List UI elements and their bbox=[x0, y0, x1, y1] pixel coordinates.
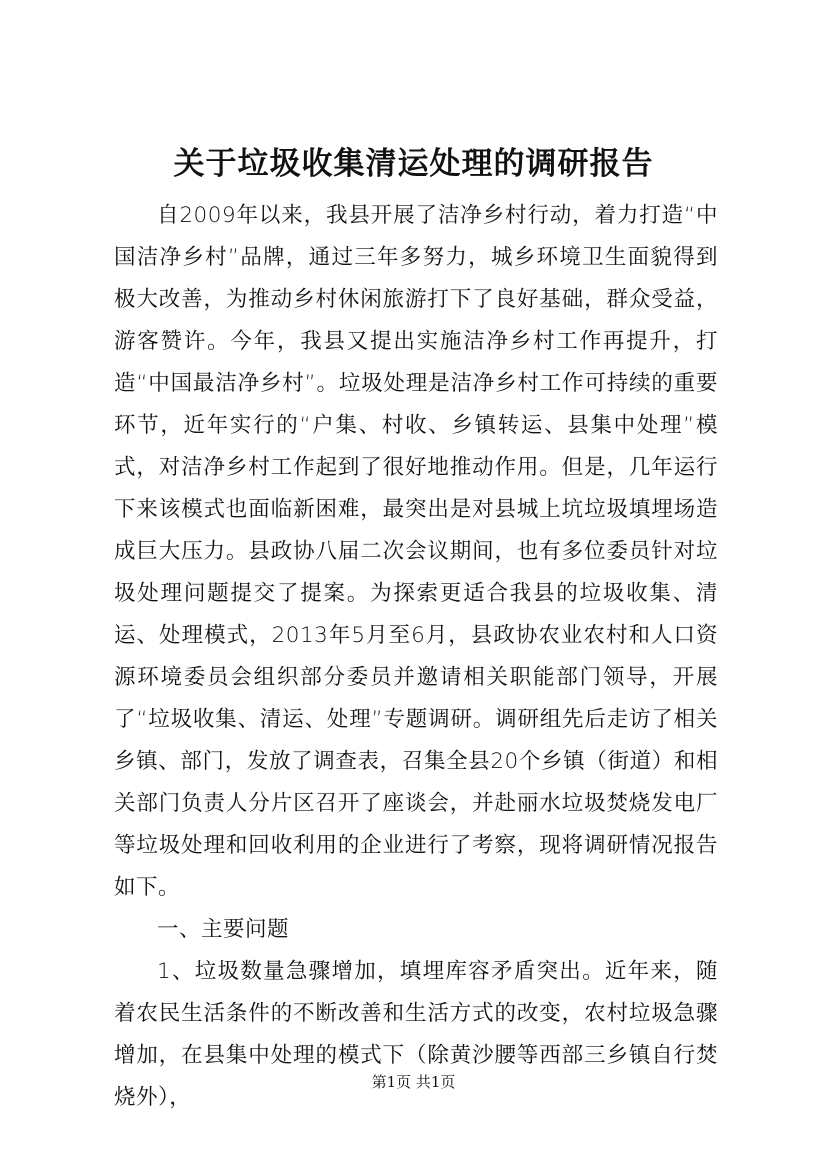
page-footer: 第1页 共1页 bbox=[371, 1073, 456, 1091]
section-paragraph: 1、垃圾数量急骤增加，填埋库容矛盾突出。近年来，随着农民生活条件的不断改善和生活方式的改变，农村垃圾急骤增加，在县集中处理的模式下（除黄沙腰等西部三乡镇自行焚烧外）， bbox=[114, 959, 718, 1110]
section-heading: 一、主要问题 bbox=[157, 917, 290, 942]
document-body bbox=[114, 195, 718, 1119]
intro-paragraph: 自2009年以来，我县开展了洁净乡村行动，着力打造“中国洁净乡村”品牌，通过三年多努力，城乡环境卫生面貌得到极大改善，为推动乡村休闲旅游打下了良好基础，群众受益，游客赞许。今年，我县又提出实施洁净乡村工作再提升，打造“中国最洁净乡村”。垃圾处理是洁净乡村工作可持续的重要环节，近年实行的“户集、村收、乡镇转运、县集中处理”模式，对洁净乡村工作起到了很好地推动作用。但是，几年运行下来该模式也面临新困难，最突出是对县城上坑垃圾填埋场造成巨大压力。县政协八届二次会议期间，也有多位委员针对垃圾处理问题提交了提案。为探索更适合我县的垃圾收集、清运、处理模式，2013年5月至6月，县政协农业农村和人口资源环境委员会组织部分委员并邀请相关职能部门领导，开展了“垃圾收集、清运、处理”专题调研。调研组先后走访了相关乡镇、部门，发放了调查表，召集全县20个乡镇（街道）和相关部门负责人分片区召开了座谈会，并赴丽水垃圾焚烧发电厂等垃圾处理和回收利用的企业进行了考察，现将调研情况报告如下。 bbox=[114, 203, 718, 900]
document-title: 关于垃圾收集清运处理的调研报告 bbox=[173, 146, 654, 182]
